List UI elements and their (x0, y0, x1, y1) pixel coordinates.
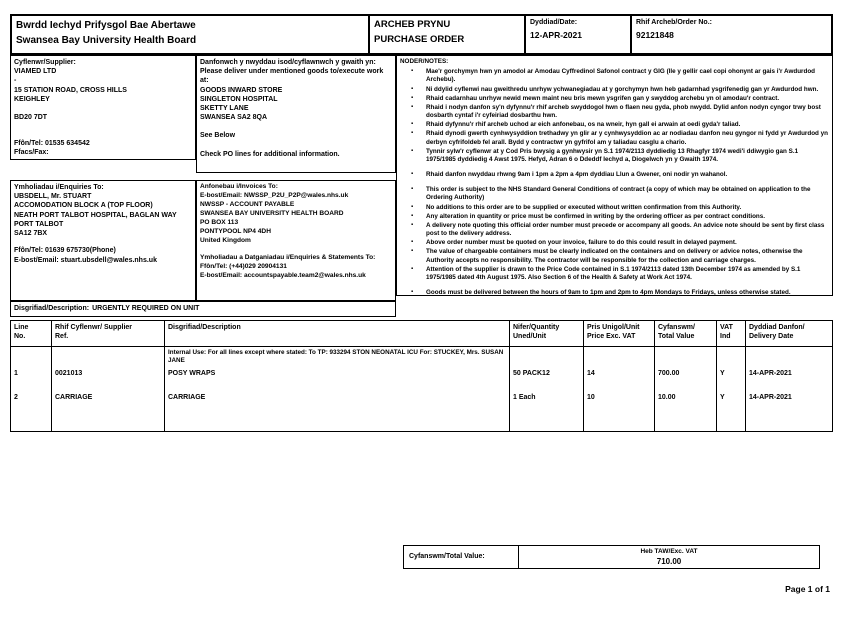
supplier-address-line: 15 STATION ROAD, CROSS HILLS (14, 86, 127, 94)
enquiries-box (10, 180, 196, 302)
supplier-name: VIAMED LTD (14, 68, 57, 76)
supplier-label: Cyflenwr/Supplier: (14, 59, 76, 66)
column-header-text: Delivery Date (749, 333, 794, 341)
organisation-name (12, 16, 368, 53)
notes-box (396, 55, 833, 296)
note-item: ▪ Mae'r gorchymyn hwn yn amodol ar Amodau Cyffredinol Safonol contract y GIG (lle y gellir cael copi ohonynt ar gais i'r Awdurdod Archebu). (426, 68, 829, 84)
note-item: ▪ The value of chargeable containers must be clearly indicated on the containers and on delivery or advice notes, otherwise the Authority accepts no responsibility. The contractor will be responsible for the collection and carriage charges. (426, 248, 829, 264)
note-item: ▪ Rhaid cadarnhau unrhyw newid mewn maint neu bris mewn ysgrifen gan y swyddog archebu yn ol amodau'r contract. (426, 95, 829, 103)
column-header-total-value (654, 321, 716, 347)
deliver-to-box (196, 55, 396, 173)
enquiries-label: Ymholiadau i/Enquiries To: (14, 184, 104, 191)
table-cell-empty (11, 347, 51, 367)
row-line-no: 2 (14, 394, 18, 401)
page-number: Page 1 of 1 (785, 584, 830, 594)
table-cell-empty (509, 347, 583, 367)
table-cell-empty (509, 415, 583, 431)
column-header-text: Cyfanswm/ (658, 324, 695, 331)
organisation-name-english: Swansea Bay University Health Board (16, 35, 197, 46)
internal-use-note: Internal Use: For all lines except where stated: To TP: 933294 STON NEONATAL ICU For: STUCKEY, Mrs. SUSAN JANE (164, 347, 509, 367)
note-item: ▪ No additions to this order are to be supplied or executed without written confirmation from this Authority. (426, 204, 829, 212)
statements-label: Ymholiadau a Datganiadau i/Enquiries & Statements To: (200, 253, 376, 261)
see-below-note: See Below (200, 131, 236, 139)
supplier-phone: Ffôn/Tel: 01535 634542 (14, 139, 90, 147)
invoices-label: Anfonebau i/Invoices To: (200, 183, 278, 190)
column-header-line-no (11, 321, 51, 347)
enquiries-email: E-bost/Email: stuart.ubsdell@wales.nhs.uk (14, 256, 157, 264)
column-header-text: Line (14, 324, 29, 331)
check-po-note: Check PO lines for additional information. (200, 150, 340, 158)
spacer (14, 122, 192, 138)
document-title-english: PURCHASE ORDER (374, 33, 465, 45)
statements-phone: Ffôn/Tel: (+44)029 20904131 (200, 262, 287, 270)
order-date-label: Dyddiad/Date: (530, 19, 578, 26)
note-item: ▪ Rhaid dynodi gwerth cynhwysyddion trethadwy yn glir ar y cynhwysyddion ac ar nodiadau danfon neu gyngor ni fydd yr Awdurdod yn derbyn cyfrifoldeb fel arall. Bydd y contractwr yn gyfrifol am y taliadau casglu a chario. (426, 130, 829, 146)
invoices-address-line: NWSSP - ACCOUNT PAYABLE (200, 200, 295, 208)
table-cell-empty (745, 347, 832, 367)
notes-list (400, 68, 829, 297)
note-item: ▪ Rhaid danfon nwyddau rhwng 9am i 1pm a 2pm a 4pm dyddiau Llun a Gwener, oni nodir yn wahanol. (426, 171, 829, 179)
supplier-address-line: KEIGHLEY (14, 95, 50, 103)
table-cell-empty (654, 415, 716, 431)
table-cell-empty (51, 347, 164, 367)
enquiries-address-line: NEATH PORT TALBOT HOSPITAL, BAGLAN WAY (14, 211, 177, 219)
supplier-address-line (14, 104, 192, 113)
column-header-text: Uned/Unit (513, 333, 547, 341)
note-item: ▪ Ni ddylid cyflenwi nau gweithredu unrhyw ychwanegiadau at y gorchymyn hwn heb gadarnhad ysgrifenedig gan yr Awdurdod hwn. (426, 86, 829, 94)
column-header-supplier-ref (51, 321, 164, 347)
table-cell-empty (654, 347, 716, 367)
table-cell-empty (583, 415, 654, 431)
column-header-text: Ind (720, 333, 731, 341)
column-header-delivery-date (745, 321, 832, 347)
row-delivery-date: 14-APR-2021 (745, 391, 832, 415)
order-date-cell (524, 16, 630, 53)
column-header-quantity (509, 321, 583, 347)
order-number-cell (630, 16, 831, 53)
table-cell-empty (51, 415, 164, 431)
note-item: ▪ Rhaid dyfynnu'r rhif archeb uchod ar eich anfonebau, os na wneir, hyn gall ei arwain at oedi gyda'r taliad. (426, 121, 829, 129)
column-header-text: VAT (720, 324, 733, 331)
row-vat-ind: Y (716, 391, 745, 415)
total-amount: 710.00 (656, 556, 682, 566)
invoices-address-line: United Kingdom (200, 236, 251, 244)
row-vat-ind: Y (716, 367, 745, 391)
column-header-text: Disgrifiad/Description (168, 324, 241, 331)
deliver-address-line: GOODS INWARD STORE (200, 86, 283, 94)
order-lines-table (10, 320, 833, 432)
note-item: ▪ Attention of the supplier is drawn to the Price Code contained in S.1 1974/2113 dated 13th December 1974 as amended by S.1 1975/1985 dated 4th August 1975. Also Section 6 of the Health & Safety at Work Act 1974. (426, 266, 829, 282)
deliver-address-line: SWANSEA SA2 8QA (200, 114, 268, 122)
document-title-welsh: ARCHEB PRYNU (374, 19, 451, 30)
statements-email: E-bost/Email: accountspayable.team2@wales.nhs.uk (200, 271, 366, 279)
supplier-box (10, 55, 196, 160)
enquiries-address-line: PORT TALBOT (14, 220, 64, 228)
column-header-text: Nifer/Quantity (513, 324, 560, 331)
note-item: ▪ This order is subject to the NHS Standard General Conditions of contract (a copy of which may be obtained on application to the Ordering Authority) (426, 186, 829, 202)
row-quantity: 1 Each (509, 391, 583, 415)
enquiries-contact-name: UBSDELL, Mr. STUART (14, 193, 92, 201)
note-item: ▪ A delivery note quoting this official order number must precede or accompany all goods. An advice note should be sent by first class post to the delivery address. (426, 222, 829, 238)
note-item: ▪ Goods must be delivered between the hours of 9am to 1pm and 2pm to 4pm Mondays to Fridays, unless otherwise stated. (426, 289, 829, 297)
table-cell-empty (716, 415, 745, 431)
row-total-value: 700.00 (654, 367, 716, 391)
row-line-no: 1 (14, 370, 18, 377)
exc-vat-label: Heb TAW/Exc. VAT (640, 548, 698, 555)
table-cell-empty (11, 415, 51, 431)
order-date-value: 12-APR-2021 (530, 30, 582, 41)
invoices-email-line: E-bost/Email: NWSSP_P2U_P2P@wales.nhs.uk (200, 191, 349, 199)
row-description: POSY WRAPS (164, 367, 509, 391)
invoices-address-line: PONTYPOOL NP4 4DH (200, 227, 271, 235)
column-header-text: Pris Unigol/Unit (587, 324, 640, 331)
total-value-label: Cyfanswm/Total Value: (404, 546, 519, 568)
supplier-fax-label: Ffacs/Fax: (14, 148, 49, 156)
column-header-unit-price (583, 321, 654, 347)
column-header-vat-ind (716, 321, 745, 347)
column-header-text: Price Exc. VAT (587, 333, 636, 341)
column-header-description (164, 321, 509, 347)
supplier-address-line: - (14, 77, 17, 85)
row-unit-price: 14 (583, 367, 654, 391)
order-number-value: 92121848 (636, 30, 674, 41)
document-title (368, 16, 524, 53)
row-delivery-date: 14-APR-2021 (745, 367, 832, 391)
order-description-bar (10, 300, 396, 317)
row-supplier-ref: 0021013 (51, 367, 164, 391)
column-header-text: Dyddiad Danfon/ (749, 324, 805, 331)
column-header-text: No. (14, 333, 26, 341)
order-description-value: URGENTLY REQUIRED ON UNIT (92, 304, 200, 312)
deliver-address-line: SINGLETON HOSPITAL (200, 95, 278, 103)
order-number-label: Rhif Archeb/Order No.: (636, 19, 712, 26)
table-cell-empty (745, 415, 832, 431)
note-item: ▪ Any alteration in quantity or price must be confirmed in writing by the ordering officer as per contract conditions. (426, 213, 829, 221)
note-item: ▪ Tynnir sylw'r cyflenwr at y Cod Pris bwysig a gynhwysir yn S.1 1974/2113 dyddiedig 13 Rhagfyr 1974 wedi'i ddiwygio gan S.1 1975/1985 dyddiedig 4 Awst 1975. Hefyd, Adran 6 o Ddeddf Iechyd a, Diogelwch yn y Gwaith 1974. (426, 148, 829, 164)
invoices-address-line: SWANSEA BAY UNIVERSITY HEALTH BOARD (200, 209, 344, 217)
column-header-text: Rhif Cyflenwr/ Supplier (55, 324, 133, 331)
note-item: ▪ Above order number must be quoted on your invoice, failure to do this could result in delayed payment. (426, 239, 829, 247)
note-item: ▪ Rhaid i nodyn danfon sy'n dyfynnu'r rhif archeb swyddogol hwn o flaen neu gyda, phob nwydd. Dylid anfon nodyn cyngor trwy bost dosbarth cyntaf i'r cyfeiriad dosbarthu hwn. (426, 104, 829, 120)
column-header-text: Total Value (658, 333, 695, 341)
invoices-address-line: PO BOX 113 (200, 218, 239, 226)
row-total-value: 10.00 (654, 391, 716, 415)
notes-label: NODER/NOTES: (400, 58, 449, 65)
row-unit-price: 10 (583, 391, 654, 415)
order-description-label: Disgrifiad/Description: (14, 304, 90, 312)
deliver-to-label: Danfonwch y nwyddau isod/cyflawnwch y gwaith yn: Please deliver under mentioned goods to/execute work at: (200, 59, 384, 85)
table-cell-empty (716, 347, 745, 367)
supplier-postcode: BD20 7DT (14, 114, 48, 122)
row-supplier-ref: CARRIAGE (51, 391, 164, 415)
document-header (10, 14, 833, 55)
table-cell-empty (164, 415, 509, 431)
enquiries-phone: Ffôn/Tel: 01639 675730(Phone) (14, 247, 116, 255)
deliver-address-line: SKETTY LANE (200, 105, 249, 113)
row-description: CARRIAGE (164, 391, 509, 415)
column-header-text: Ref. (55, 333, 69, 341)
totals-box (403, 545, 820, 569)
enquiries-address-line: ACCOMODATION BLOCK A (TOP FLOOR) (14, 202, 153, 210)
row-quantity: 50 PACK12 (509, 367, 583, 391)
total-value-cell (519, 546, 819, 568)
invoices-box (196, 180, 396, 302)
enquiries-postcode: SA12 7BX (14, 230, 48, 238)
organisation-name-welsh: Bwrdd Iechyd Prifysgol Bae Abertawe (16, 20, 196, 31)
table-cell-empty (583, 347, 654, 367)
